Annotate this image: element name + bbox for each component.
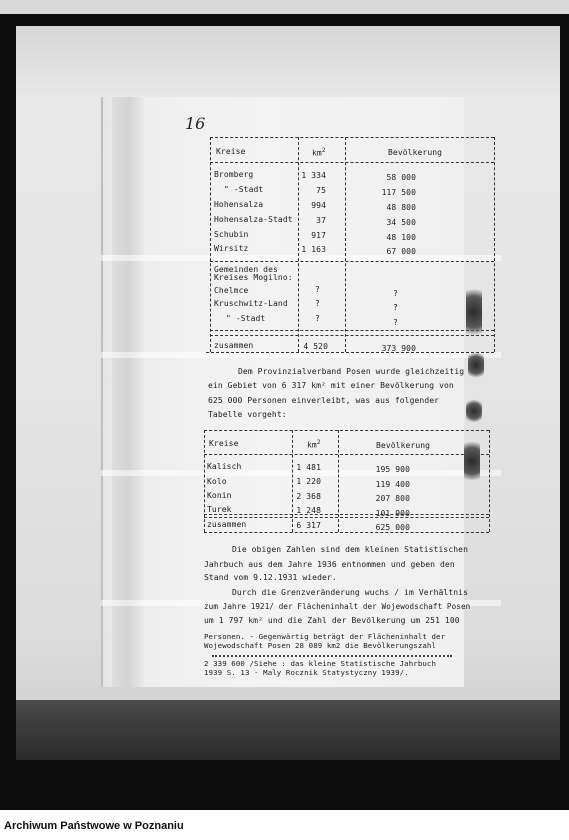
text-line: 625 000 Personen einverleibt, was aus folgender <box>208 396 440 405</box>
cell-kreis: Hohensalza-Stadt <box>214 215 293 224</box>
table-rule <box>489 430 490 532</box>
cell-kreis: Turek <box>207 505 232 514</box>
cell-km2: 1 334 <box>301 171 326 180</box>
cell-bev: 67 000 <box>386 247 416 256</box>
paper-fold <box>112 97 144 687</box>
text-line: Tabelle vorgeht: <box>208 410 287 419</box>
cell-km2: 917 <box>311 231 326 240</box>
table-rule <box>206 352 494 353</box>
page-number: 16 <box>185 114 206 133</box>
table-rule <box>210 261 494 262</box>
text-line: Durch die Grenzveränderung wuchs / im Verhältnis <box>232 588 468 597</box>
text-line: Dem Provinzialverband Posen wurde gleichzeitig <box>238 367 465 376</box>
document-page <box>101 97 464 687</box>
scan-table-surface <box>16 700 560 760</box>
cell-bev: ? <box>393 289 398 298</box>
text-line: zum Jahre 1921/ der Flächeninhalt der Wojewodschaft Posen <box>204 602 471 611</box>
top-bar <box>0 0 569 14</box>
text-line: Stand vom 9.12.1931 wieder. <box>204 573 337 582</box>
cell-gemeinde: Kruschwitz-Land <box>214 299 288 308</box>
cell-bev: 117 500 <box>381 188 416 197</box>
cell-km2: 1 248 <box>296 506 321 515</box>
cell-bev: 119 400 <box>375 480 410 489</box>
table-rule <box>210 330 494 331</box>
cell-bev: 48 800 <box>386 203 416 212</box>
table-rule <box>210 137 211 352</box>
cell-gemeinde: Chelmce <box>214 286 249 295</box>
table-rule <box>204 454 489 455</box>
text-line: ein Gebiet von 6 317 km² mit einer Bevölkerung von <box>208 381 454 390</box>
archive-label: Archiwum Państwowe w Poznaniu <box>4 820 184 832</box>
cell-bev: 195 900 <box>375 465 410 474</box>
table-rule <box>204 532 489 533</box>
cell-km2: ? <box>315 299 320 308</box>
table-rule <box>204 430 489 431</box>
text-line: um 1 797 km² und die Zahl der Bevölkerung um 251 100 <box>204 616 460 625</box>
ink-stain <box>464 436 480 486</box>
cell-kreis: Schubin <box>214 230 249 239</box>
cell-total-bev: 625 000 <box>375 523 410 532</box>
table-header-km2: $km^2$ <box>312 147 326 158</box>
table-header-kreise: Kreise <box>209 439 239 448</box>
gemeinden-label: Gemeinden des Kreises Mogilno: <box>214 265 293 282</box>
text-line: 2 339 600 /Siehe : das kleine Statistische Jahrbuch <box>204 659 437 668</box>
table-rule <box>204 430 205 532</box>
table-header-bevoelkerung: Bevölkerung <box>388 148 443 157</box>
table-header-kreise: Kreise <box>216 147 246 156</box>
table-rule <box>210 335 494 336</box>
cell-total-label: zusammen <box>214 341 254 350</box>
table-rule <box>494 137 495 352</box>
text-line: 1939 S. 13 - Maly Rocznik Statystyczny 1939/. <box>204 668 409 677</box>
ink-stain <box>466 282 482 342</box>
table-header-km2: $km^2$ <box>307 439 321 450</box>
table-rule <box>298 137 299 352</box>
table-rule <box>210 162 494 163</box>
table-rule <box>210 137 494 138</box>
cell-km2: 75 <box>316 186 326 195</box>
cell-kreis: Bromberg <box>214 170 254 179</box>
cell-bev: 101 900 <box>375 509 410 518</box>
table-header-bevoelkerung: Bevölkerung <box>376 441 431 450</box>
cell-total-bev: 373 900 <box>381 344 416 353</box>
cell-km2: 2 368 <box>296 492 321 501</box>
text-line: Die obigen Zahlen sind dem kleinen Statistischen <box>232 545 468 554</box>
cell-kreis: Kalisch <box>207 462 242 471</box>
text-line: Wojewodschaft Posen 28 089 km2 die Bevölkerungszahl <box>204 641 437 650</box>
cell-kreis: Hohensalza <box>214 200 264 209</box>
cell-kreis: " -Stadt <box>224 185 264 194</box>
ink-stain <box>466 398 482 424</box>
cell-bev: 207 800 <box>375 494 410 503</box>
cell-km2: 994 <box>311 201 326 210</box>
cell-kreis: Kolo <box>207 477 227 486</box>
cell-km2: 37 <box>316 216 326 225</box>
ink-stain <box>468 350 484 380</box>
cell-km2: 1 163 <box>301 245 326 254</box>
cell-bev: 34 500 <box>386 218 416 227</box>
cell-bev: ? <box>393 318 398 327</box>
cell-bev: 58 000 <box>386 173 416 182</box>
cell-km2: 1 481 <box>296 463 321 472</box>
table-rule <box>345 137 346 352</box>
cell-total-km2: 6 317 <box>296 521 321 530</box>
cell-km2: ? <box>315 314 320 323</box>
cell-gemeinde: " -Stadt <box>226 314 266 323</box>
cell-total-label: zusammen <box>207 520 247 529</box>
cell-total-km2: 4 520 <box>303 342 328 351</box>
cell-km2: ? <box>315 285 320 294</box>
table-rule <box>204 514 489 515</box>
cell-kreis: Wirsitz <box>214 244 249 253</box>
text-line: Jahrbuch aus dem Jahre 1936 entnommen und geben den <box>204 560 455 569</box>
cell-kreis: Konin <box>207 491 232 500</box>
text-line: Personen. - Gegenwärtig beträgt der Flächeninhalt der <box>204 632 446 641</box>
strikethrough-line <box>212 655 452 657</box>
cell-bev: ? <box>393 303 398 312</box>
table-rule <box>338 430 339 532</box>
cell-km2: 1 220 <box>296 477 321 486</box>
table-rule <box>204 517 489 518</box>
cell-bev: 48 100 <box>386 233 416 242</box>
